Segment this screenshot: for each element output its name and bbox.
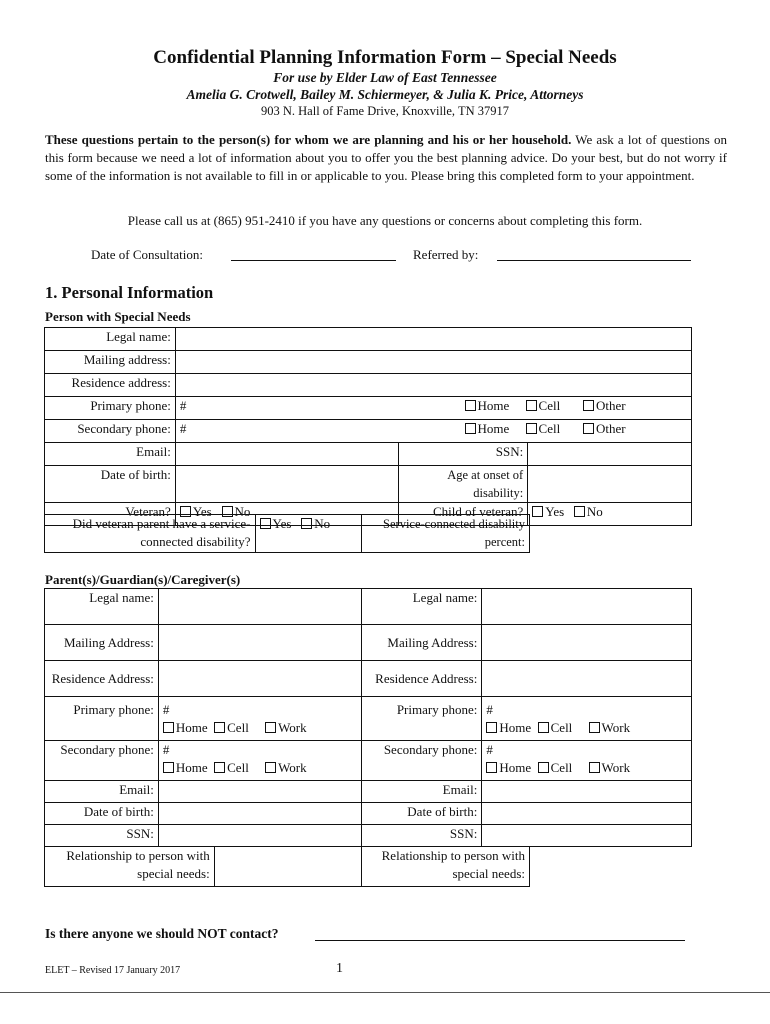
email-label: Email: — [45, 443, 176, 466]
cell-option: Cell — [227, 720, 249, 735]
legal-name-label: Legal name: — [45, 328, 176, 351]
checkbox[interactable] — [526, 423, 537, 434]
p2-email-label: Email: — [362, 781, 482, 803]
work-option: Work — [278, 720, 307, 735]
checkbox[interactable] — [265, 722, 276, 733]
home-option: Home — [499, 760, 532, 775]
firm-address: 903 N. Hall of Fame Drive, Knoxville, TN 37917 — [261, 104, 509, 118]
referred-by-field[interactable] — [497, 260, 691, 261]
yes-option: Yes — [192, 504, 212, 519]
dob-label: Date of birth: — [45, 466, 176, 503]
other-option: Other — [595, 398, 626, 413]
page-number: 1 — [336, 961, 343, 976]
hash: # — [162, 742, 170, 757]
date-consultation-field[interactable] — [231, 260, 396, 261]
phone-type-options — [465, 420, 626, 438]
yes-option: Yes — [545, 504, 565, 519]
footer-revised: ELET – Revised 17 January 2017 — [45, 965, 181, 976]
checkbox[interactable] — [265, 762, 276, 773]
age-onset-label: Age at onset of disability: — [399, 466, 528, 503]
p1-primary-phone-field[interactable] — [158, 697, 362, 741]
p2-secondary-phone-field[interactable] — [482, 741, 692, 781]
p1-residence-field[interactable] — [158, 661, 362, 697]
cell-option: Cell — [538, 421, 561, 436]
hash: # — [162, 702, 170, 717]
checkbox[interactable] — [583, 423, 594, 434]
p2-legal-name-label: Legal name: — [362, 589, 482, 625]
p1-dob-label: Date of birth: — [45, 803, 159, 825]
residence-address-label: Residence address: — [45, 374, 176, 397]
p1-relationship-field[interactable] — [214, 847, 362, 887]
checkbox[interactable] — [214, 762, 225, 773]
p2-primary-phone-field[interactable] — [482, 697, 692, 741]
secondary-phone-label: Secondary phone: — [45, 420, 176, 443]
age-onset-field[interactable] — [528, 466, 692, 503]
p1-residence-label: Residence Address: — [45, 661, 159, 697]
p2-mailing-field[interactable] — [482, 625, 692, 661]
call-us-line: Please call us at (865) 951-2410 if you have any questions or concerns about completing this form. — [127, 213, 643, 228]
no-option: No — [234, 504, 251, 519]
home-option: Home — [175, 760, 208, 775]
p1-mailing-field[interactable] — [158, 625, 362, 661]
p1-ssn-label: SSN: — [45, 825, 159, 847]
checkbox[interactable] — [465, 400, 476, 411]
intro-paragraph — [45, 131, 727, 185]
section1-heading: 1. Personal Information — [45, 283, 214, 302]
parents-table — [44, 588, 692, 847]
checkbox[interactable] — [301, 518, 312, 529]
vet-parent-label: Did veteran parent have a service-connected disability? — [45, 515, 256, 553]
p1-secondary-phone-field[interactable] — [158, 741, 362, 781]
p1-legal-name-field[interactable] — [158, 589, 362, 625]
checkbox[interactable] — [526, 400, 537, 411]
attorneys-line: Amelia G. Crotwell, Bailey M. Schiermeyer, & Julia K. Price, Attorneys — [186, 87, 584, 102]
work-option: Work — [278, 760, 307, 775]
work-option: Work — [601, 760, 631, 775]
person-table — [44, 327, 692, 526]
p2-primary-phone-label: Primary phone: — [362, 697, 482, 741]
p2-ssn-field[interactable] — [482, 825, 692, 847]
hash: # — [179, 421, 187, 436]
checkbox[interactable] — [260, 518, 271, 529]
home-option: Home — [175, 720, 208, 735]
p1-ssn-field[interactable] — [158, 825, 362, 847]
primary-phone-field[interactable] — [175, 397, 691, 420]
p1-secondary-phone-label: Secondary phone: — [45, 741, 159, 781]
cell-option: Cell — [538, 398, 561, 413]
p2-dob-label: Date of birth: — [362, 803, 482, 825]
for-use-line: For use by Elder Law of East Tennessee — [273, 70, 497, 85]
parents-heading: Parent(s)/Guardian(s)/Caregiver(s) — [45, 572, 241, 587]
vet-parent-field — [255, 515, 362, 553]
p2-residence-label: Residence Address: — [362, 661, 482, 697]
checkbox[interactable] — [163, 722, 174, 733]
relationship-table — [44, 846, 530, 887]
p2-relationship-label: Relationship to person with special needs: — [362, 847, 530, 887]
hash: # — [486, 702, 493, 717]
checkbox[interactable] — [589, 722, 600, 733]
home-option: Home — [477, 398, 510, 413]
p1-email-label: Email: — [45, 781, 159, 803]
checkbox[interactable] — [589, 762, 600, 773]
p2-residence-field[interactable] — [482, 661, 692, 697]
ssn-field[interactable] — [528, 443, 692, 466]
p2-dob-field[interactable] — [482, 803, 692, 825]
checkbox[interactable] — [538, 762, 549, 773]
cell-option: Cell — [550, 760, 573, 775]
legal-name-field[interactable] — [175, 328, 691, 351]
child-veteran-field — [528, 503, 692, 526]
phone-type-options — [465, 397, 626, 415]
person-special-needs-heading: Person with Special Needs — [45, 309, 191, 324]
mailing-address-field[interactable] — [175, 351, 691, 374]
intro-rest: We ask a lot of questions on this form because we need a lot of information about you to offer you the best planning advice. Do your best, but do not worry if some of the information is not available to fill in or applicable to you. Please bring this completed form to your appointment. — [45, 132, 728, 183]
p1-primary-phone-label: Primary phone: — [45, 697, 159, 741]
residence-address-field[interactable] — [175, 374, 691, 397]
p2-legal-name-field[interactable] — [482, 589, 692, 625]
hash: # — [486, 742, 493, 757]
checkbox[interactable] — [532, 506, 543, 517]
checkbox[interactable] — [163, 762, 174, 773]
not-contact-field[interactable] — [315, 940, 685, 941]
checkbox[interactable] — [583, 400, 594, 411]
cell-option: Cell — [227, 760, 249, 775]
veteran-label: Veteran? — [45, 503, 176, 526]
checkbox[interactable] — [214, 722, 225, 733]
checkbox[interactable] — [538, 722, 549, 733]
p1-legal-name-label: Legal name: — [45, 589, 159, 625]
checkbox[interactable] — [486, 722, 497, 733]
dob-field[interactable] — [175, 466, 399, 503]
p2-ssn-label: SSN: — [362, 825, 482, 847]
veteran-parent-table — [44, 514, 530, 553]
footer-divider — [0, 992, 770, 993]
ssn-label: SSN: — [399, 443, 528, 466]
date-consultation-label: Date of Consultation: — [91, 247, 203, 262]
p1-mailing-label: Mailing Address: — [45, 625, 159, 661]
checkbox[interactable] — [486, 762, 497, 773]
no-option: No — [586, 504, 603, 519]
service-pct-label: Service-connected disability percent: — [362, 515, 530, 553]
primary-phone-label: Primary phone: — [45, 397, 176, 420]
not-contact-label: Is there anyone we should NOT contact? — [45, 926, 279, 941]
p2-email-field[interactable] — [482, 781, 692, 803]
p2-secondary-phone-label: Secondary phone: — [362, 741, 482, 781]
checkbox[interactable] — [574, 506, 585, 517]
mailing-address-label: Mailing address: — [45, 351, 176, 374]
child-veteran-label: Child of veteran? — [399, 503, 528, 526]
no-option: No — [314, 516, 331, 531]
intro-bold: These questions pertain to the person(s) for whom we are planning and his or her household. — [45, 132, 572, 147]
form-title: Confidential Planning Information Form – Special Needs — [153, 47, 617, 68]
p1-email-field[interactable] — [158, 781, 362, 803]
home-option: Home — [477, 421, 510, 436]
p2-mailing-label: Mailing Address: — [362, 625, 482, 661]
checkbox[interactable] — [465, 423, 476, 434]
secondary-phone-field[interactable] — [175, 420, 691, 443]
hash: # — [179, 398, 187, 413]
other-option: Other — [595, 421, 626, 436]
email-field[interactable] — [175, 443, 399, 466]
p1-dob-field[interactable] — [158, 803, 362, 825]
home-option: Home — [499, 720, 532, 735]
cell-option: Cell — [550, 720, 573, 735]
work-option: Work — [601, 720, 631, 735]
p1-relationship-label: Relationship to person with special needs: — [45, 847, 215, 887]
referred-by-label: Referred by: — [413, 247, 479, 262]
yes-option: Yes — [272, 516, 292, 531]
